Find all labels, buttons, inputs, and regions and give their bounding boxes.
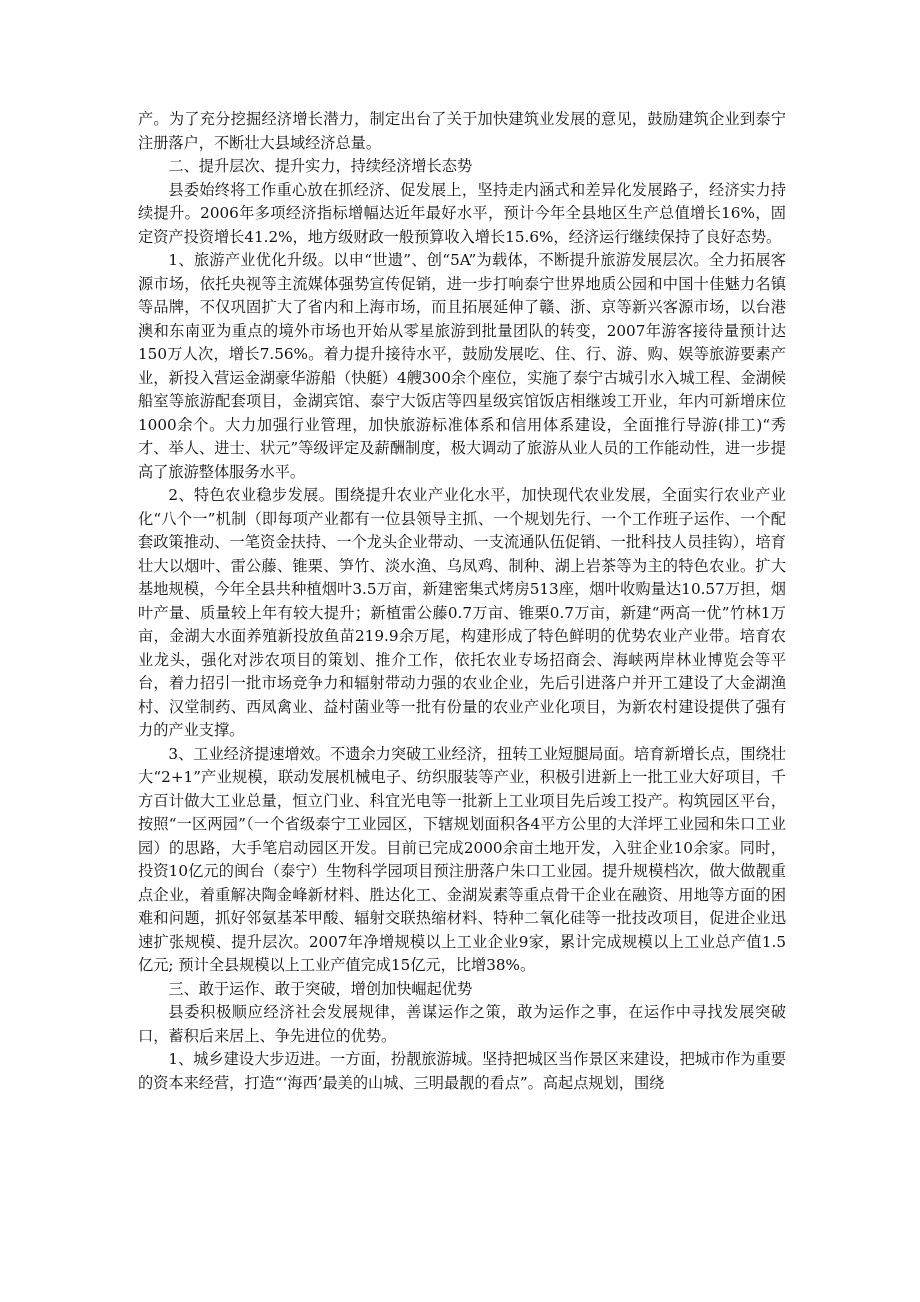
section-heading: 二、提升层次、提升实力，持续经济增长态势 xyxy=(168,157,473,175)
paragraph: 1、旅游产业优化升级。以申“世遗”、创“5A”为载体，不断提升旅游发展层次。全力拓展客源市场，依托央视等主流媒体强势宣传促销，进一步打响泰宁世界地质公园和中国十佳魅力名镇等品牌，不仅巩固扩大了省内和上海市场，而且拓展延伸了赣、浙、京等新兴客源市场，以台港澳和东南亚为重点的境外市场也开始从零星旅游到批量团队的转变，2007年游客接待量预计达150万人次，增长7.56%。着力提升接待水平，鼓励发展吃、住、行、游、购、娱等旅游要素产业，新投入营运金湖豪华游船（快艇）4艘300余个座位，实施了泰宁古城引水入城工程、金湖候船室等旅游配套项目，金湖宾馆、泰宁大饭店等四星级宾馆饭店相继竣工开业，年内可新增床位1000余个。大力加强行业管理，加快旅游标准体系和信用体系建设，全面推行导游(排工)“秀才、举人、进士、状元”等级评定及薪酬制度，极大调动了旅游从业人员的工作能动性，进一步提高了旅游整体服务水平。 xyxy=(138,251,786,481)
document-page xyxy=(138,108,786,1095)
paragraph: 县委始终将工作重心放在抓经济、促发展上，坚持走内涵式和差异化发展路子，经济实力持续提升。2006年多项经济指标增幅达近年最好水平，预计今年全县地区生产总值增长16%，固定资产投资增长41.2%，地方级财政一般预算收入增长15.6%，经济运行继续保持了良好态势。 xyxy=(138,180,786,246)
section-heading: 三、敢于运作、敢于突破，增创加快崛起优势 xyxy=(168,979,473,998)
paragraph: 2、特色农业稳步发展。围绕提升农业产业化水平，加快现代农业发展，全面实行农业产业化“八个一”机制（即每项产业都有一位县领导主抓、一个规划先行、一个工作班子运作、一个配套政策推动、一笔资金扶持、一个龙头企业带动、一支流通队伍促销、一批科技人员挂钩），培育壮大以烟叶、雷公藤、锥栗、笋竹、淡水渔、乌凤鸡、制种、湖上岩茶等为主的特色农业。扩大基地规模，今年全县共种植烟叶3.5万亩，新建密集式烤房513座，烟叶收购量达10.57万担，烟叶产量、质量较上年有较大提升；新植雷公藤0.7万亩、锥栗0.7万亩，新建“两高一优”竹林1万亩，金湖大水面养殖新投放鱼苗219.9余万尾，构建形成了特色鲜明的优势农业产业带。培育农业龙头，强化对涉农项目的策划、推介工作，依托农业专场招商会、海峡两岸林业博览会等平台，着力招引一批市场竞争力和辐射带动力强的农业企业，先后引进落户并开工建设了大金湖渔村、汉堂制药、西凤禽业、益村菌业等一批有份量的农业产业化项目，为新农村建设提供了强有力的产业支撑。 xyxy=(138,486,786,739)
paragraph: 1、城乡建设大步迈进。一方面，扮靓旅游城。坚持把城区当作景区来建设，把城市作为重要的资本来经营，打造“‘海西’最美的山城、三明最靓的看点”。高起点规划，围绕 xyxy=(138,1050,786,1092)
paragraph: 产。为了充分挖掘经济增长潜力，制定出台了关于加快建筑业发展的意见，鼓励建筑企业到泰宁注册落户，不断壮大县域经济总量。 xyxy=(138,110,786,152)
paragraph: 县委积极顺应经济社会发展规律，善谋运作之策，敢为运作之事，在运作中寻找发展突破口，蓄积后来居上、争先进位的优势。 xyxy=(138,1003,786,1045)
paragraph: 3、工业经济提速增效。不遗余力突破工业经济，扭转工业短腿局面。培育新增长点，围绕壮大“2+1”产业规模，联动发展机械电子、纺织服装等产业，积极引进新上一批工业大好项目，千方百计做大工业总量，恒立门业、科宜光电等一批新上工业项目先后竣工投产。构筑园区平台，按照“一区两园”（一个省级泰宁工业园区，下辖规划面积各4平方公里的大洋坪工业园和朱口工业园）的思路，大手笔启动园区开发。目前已完成2000余亩土地开发，入驻企业10余家。同时，投资10亿元的闽台（泰宁）生物科学园项目预注册落户朱口工业园。提升规模档次，做大做靓重点企业，着重解决陶金峰新材料、胜达化工、金湖炭素等重点骨干企业在融资、用地等方面的困难和问题，抓好邻氨基苯甲酸、辐射交联热缩材料、特种二氧化硅等一批技改项目，促进企业迅速扩张规模、提升层次。2007年净增规模以上工业企业9家，累计完成规模以上工业总产值1.5亿元; 预计全县规模以上工业产值完成15亿元，比增38%。 xyxy=(138,744,786,974)
